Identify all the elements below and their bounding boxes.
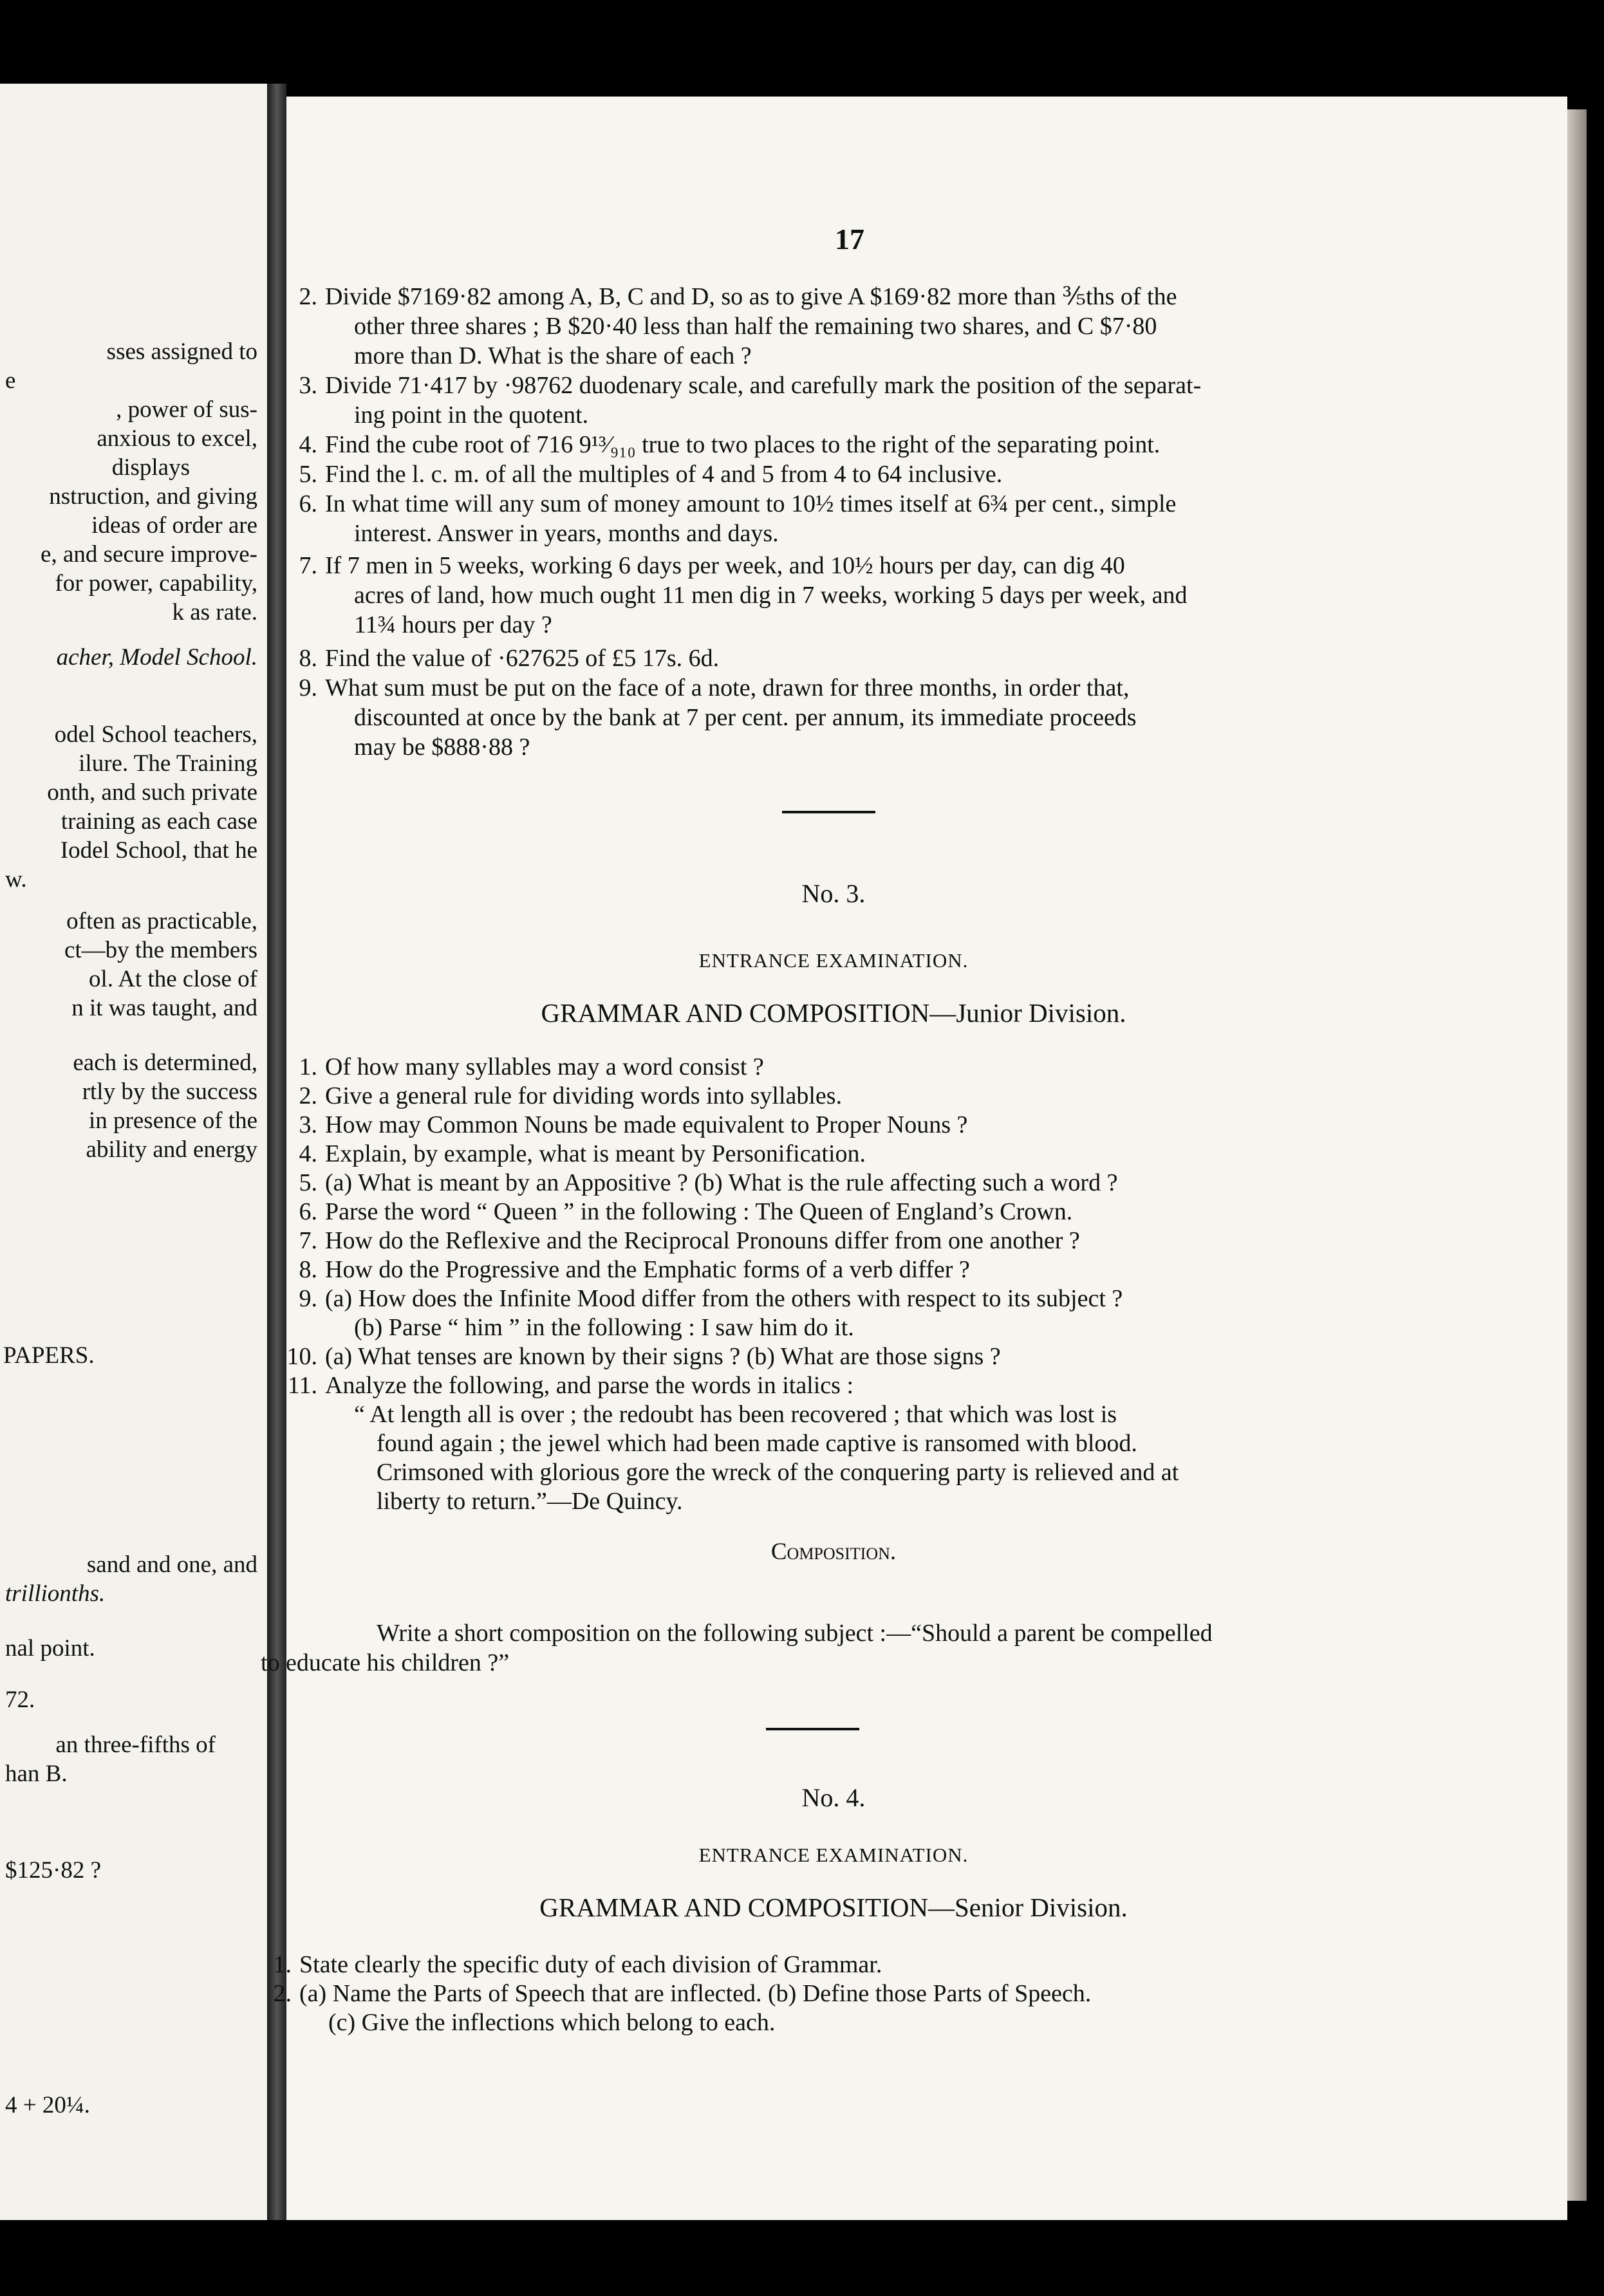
section-heading: GRAMMAR AND COMPOSITION—Junior Division. [541, 998, 1126, 1028]
quote-text: liberty to return.”—De Quincy. [377, 1488, 683, 1515]
question-text: If 7 men in 5 weeks, working 6 days per week, and 10½ hours per day, can dig 40 [325, 552, 1125, 579]
question-number: 1. [273, 1951, 292, 1978]
section-number: No. 4. [801, 1783, 866, 1812]
left-line: displays [111, 454, 190, 481]
question-text: (a) What tenses are known by their signs ? (b) What are those signs ? [325, 1343, 1001, 1370]
left-line: w. [5, 866, 27, 893]
question-text: (a) What is meant by an Appositive ? (b) What is the rule affecting such a word ? [325, 1169, 1118, 1196]
left-line: PAPERS. [3, 1342, 95, 1369]
left-line: ideas of order are [91, 512, 257, 539]
question-text: Analyze the following, and parse the words in italics : [325, 1372, 854, 1399]
left-line: ability and energy [86, 1136, 257, 1163]
left-line: e, and secure improve- [41, 541, 257, 568]
left-line: for power, capability, [55, 570, 257, 597]
question-text: discounted at once by the bank at 7 per cent. per annum, its immediate proceeds [354, 704, 1137, 731]
section-divider [782, 811, 875, 813]
left-line: onth, and such private [47, 779, 257, 806]
question-number: 2. [273, 1980, 292, 2007]
left-line: in presence of the [89, 1107, 257, 1134]
composition-text: to educate his children ?” [261, 1649, 510, 1676]
composition-text: Write a short composition on the following subject :—“Should a parent be compelled [377, 1620, 1213, 1647]
question-number: 9. [299, 674, 317, 701]
question-number: 8. [299, 645, 317, 672]
left-line: sand and one, and [86, 1551, 257, 1578]
left-line: anxious to excel, [97, 425, 257, 452]
question-text: other three shares ; B $20·40 less than half the remaining two shares, and C $7·80 [354, 313, 1157, 340]
left-line: odel School teachers, [54, 721, 257, 748]
question-number: 4. [299, 431, 317, 458]
left-line: n it was taught, and [71, 995, 257, 1021]
question-text: How may Common Nouns be made equivalent to Proper Nouns ? [325, 1111, 968, 1138]
composition-heading: Composition. [770, 1539, 897, 1565]
question-text: How do the Progressive and the Emphatic forms of a verb differ ? [325, 1256, 970, 1283]
question-text: How do the Reflexive and the Reciprocal Pronouns differ from one another ? [325, 1227, 1080, 1254]
question-text: State clearly the specific duty of each division of Grammar. [299, 1951, 882, 1978]
question-text: acres of land, how much ought 11 men dig in 7 weeks, working 5 days per week, and [354, 582, 1188, 609]
question-text: more than D. What is the share of each ? [354, 342, 752, 369]
quote-text: found again ; the jewel which had been made captive is ransomed with blood. [377, 1430, 1137, 1457]
left-line: $125·82 ? [5, 1857, 101, 1884]
question-text: Divide 71·417 by ·98762 duodenary scale, and carefully mark the position of the separat- [325, 372, 1202, 399]
question-number: 5. [299, 1169, 317, 1196]
book-gutter [267, 84, 286, 2220]
left-line: 72. [5, 1687, 35, 1713]
question-text: Of how many syllables may a word consist ? [325, 1053, 764, 1080]
question-text: interest. Answer in years, months and days. [354, 520, 779, 547]
question-number: 4. [299, 1140, 317, 1167]
question-text: Divide $7169·82 among A, B, C and D, so as to give A $169·82 more than ⅗ths of the [325, 283, 1177, 310]
left-line: ct—by the members [64, 937, 257, 963]
left-line: ol. At the close of [88, 966, 257, 992]
question-text: (a) Name the Parts of Speech that are inflected. (b) Define those Parts of Speech. [299, 1980, 1092, 2007]
page-number: 17 [835, 223, 864, 255]
question-text: (a) How does the Infinite Mood differ from the others with respect to its subject ? [325, 1285, 1123, 1312]
left-line: rtly by the success [82, 1079, 257, 1105]
section-number: No. 3. [801, 879, 866, 908]
question-text: ing point in the quotent. [354, 402, 589, 429]
question-number: 10. [286, 1343, 317, 1370]
left-line: 4 + 20¼. [5, 2092, 90, 2118]
left-line: acher, Model School. [56, 644, 257, 671]
left-line: an three-fifths of [55, 1732, 216, 1758]
question-text: Explain, by example, what is meant by Personification. [325, 1140, 866, 1167]
exam-title: ENTRANCE EXAMINATION. [698, 949, 969, 972]
question-text: may be $888·88 ? [354, 734, 530, 761]
question-number: 11. [287, 1372, 317, 1399]
question-number: 5. [299, 461, 317, 488]
question-text: Parse the word “ Queen ” in the following : The Queen of England’s Crown. [325, 1198, 1073, 1225]
left-line: e [5, 367, 16, 394]
right-page [261, 97, 1567, 2220]
question-text: Give a general rule for dividing words into syllables. [325, 1082, 843, 1109]
left-line: nal point. [5, 1635, 95, 1662]
left-line: ilure. The Training [79, 750, 257, 777]
left-line: nstruction, and giving [49, 483, 257, 510]
left-line: han B. [5, 1761, 68, 1787]
question-text: (b) Parse “ him ” in the following : I saw him do it. [354, 1314, 854, 1341]
question-number: 8. [299, 1256, 317, 1283]
left-line: trillionths. [5, 1580, 106, 1607]
question-number: 7. [299, 1227, 317, 1254]
left-line: Iodel School, that he [60, 837, 257, 864]
section-divider [766, 1728, 859, 1730]
left-page [0, 84, 267, 2220]
question-number: 3. [299, 1111, 317, 1138]
question-text: In what time will any sum of money amount to 10½ times itself at 6¾ per cent., simple [325, 490, 1177, 517]
question-number: 3. [299, 372, 317, 399]
question-text: Find the value of ·627625 of £5 17s. 6d. [325, 645, 720, 672]
question-text: Find the cube root of 716 9¹³⁄₉₁₀ true to two places to the right of the separating point. [325, 431, 1161, 458]
question-text: (c) Give the inflections which belong to each. [328, 2009, 776, 2036]
quote-text: “ At length all is over ; the redoubt has been recovered ; that which was lost is [354, 1401, 1117, 1428]
question-number: 7. [299, 552, 317, 579]
question-number: 9. [299, 1285, 317, 1312]
left-line: training as each case [61, 808, 257, 835]
left-line: k as rate. [172, 599, 257, 625]
left-line: often as practicable, [66, 908, 257, 934]
exam-title: ENTRANCE EXAMINATION. [698, 1844, 969, 1866]
page-edge [1567, 109, 1587, 2201]
quote-text: Crimsoned with glorious gore the wreck of the conquering party is relieved and at [377, 1459, 1179, 1486]
question-text: 11¾ hours per day ? [354, 611, 552, 638]
left-line: , power of sus- [116, 396, 257, 423]
left-line: sses assigned to [106, 338, 257, 365]
question-number: 6. [299, 1198, 317, 1225]
section-heading: GRAMMAR AND COMPOSITION—Senior Division. [539, 1893, 1128, 1922]
question-number: 6. [299, 490, 317, 517]
question-text: What sum must be put on the face of a note, drawn for three months, in order that, [325, 674, 1130, 701]
question-number: 1. [299, 1053, 317, 1080]
question-text: Find the l. c. m. of all the multiples of 4 and 5 from 4 to 64 inclusive. [325, 461, 1003, 488]
question-number: 2. [299, 283, 317, 310]
left-line: each is determined, [73, 1050, 257, 1076]
question-number: 2. [299, 1082, 317, 1109]
